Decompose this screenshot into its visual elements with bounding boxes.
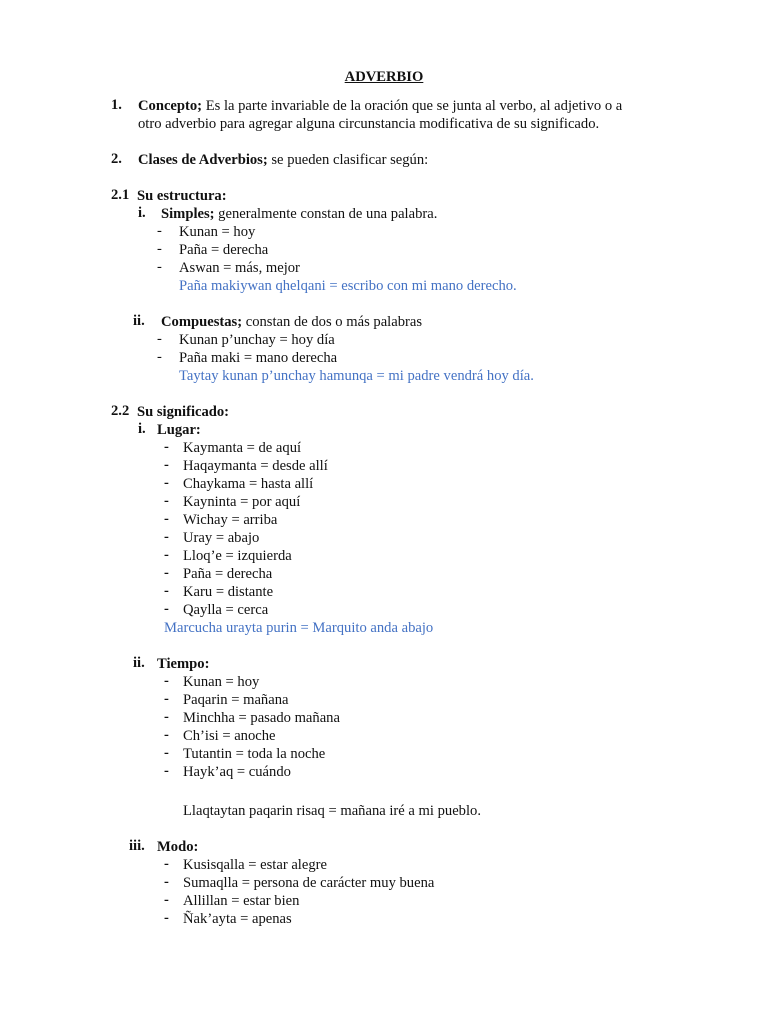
tiempo-item-dash: -	[164, 727, 169, 743]
compuestas-number: ii.	[133, 313, 145, 329]
simples-item: Kunan = hoy	[179, 224, 256, 240]
tiempo-item: Paqarin = mañana	[183, 692, 289, 708]
section-2-line	[138, 151, 428, 169]
simples-heading: Simples;	[161, 206, 215, 222]
compuestas-item-dash: -	[157, 331, 162, 347]
lugar-heading: Lugar:	[157, 422, 201, 438]
modo-item: Kusisqalla = estar alegre	[183, 857, 327, 873]
lugar-item-dash: -	[164, 601, 169, 617]
lugar-item: Kaymanta = de aquí	[183, 440, 302, 456]
tiempo-item-dash: -	[164, 763, 169, 779]
modo-number: iii.	[129, 838, 145, 854]
modo-item: Allillan = estar bien	[183, 893, 300, 909]
compuestas-example: Taytay kunan p’unchay hamunqa = mi padre vendrá hoy día.	[179, 368, 534, 384]
compuestas-line	[161, 313, 422, 331]
lugar-item: Lloq’e = izquierda	[183, 548, 292, 564]
compuestas-item: Paña maki = mano derecha	[179, 350, 338, 366]
modo-item: Ñak’ayta = apenas	[183, 911, 292, 927]
section-1-text-1: Es la parte invariable de la oración que se junta al verbo, al adjetivo o a	[202, 98, 623, 114]
lugar-item-dash: -	[164, 565, 169, 581]
lugar-number: i.	[138, 421, 146, 437]
tiempo-item-dash: -	[164, 745, 169, 761]
tiempo-item-dash: -	[164, 673, 169, 689]
simples-text: generalmente constan de una palabra.	[214, 206, 438, 222]
lugar-item: Chaykama = hasta allí	[183, 476, 314, 492]
tiempo-item-dash: -	[164, 709, 169, 725]
lugar-item: Haqaymanta = desde allí	[183, 458, 328, 474]
lugar-item-dash: -	[164, 457, 169, 473]
lugar-item: Uray = abajo	[183, 530, 260, 546]
compuestas-text: constan de dos o más palabras	[242, 314, 423, 330]
lugar-item: Wichay = arriba	[183, 512, 278, 528]
compuestas-heading: Compuestas;	[161, 314, 243, 330]
tiempo-item: Ch’isi = anoche	[183, 728, 276, 744]
simples-example: Paña makiywan qhelqani = escribo con mi mano derecho.	[179, 278, 517, 294]
modo-item-dash: -	[164, 874, 169, 890]
tiempo-item: Tutantin = toda la noche	[183, 746, 326, 762]
section-2-heading: Clases de Adverbios;	[138, 152, 268, 168]
lugar-item: Paña = derecha	[183, 566, 273, 582]
section-1-number: 1.	[111, 97, 122, 113]
tiempo-heading: Tiempo:	[157, 656, 210, 672]
simples-item: Aswan = más, mejor	[179, 260, 300, 276]
section-2-text: se pueden clasificar según:	[267, 152, 429, 168]
lugar-item-dash: -	[164, 475, 169, 491]
tiempo-number: ii.	[133, 655, 145, 671]
tiempo-item: Hayk’aq = cuándo	[183, 764, 291, 780]
tiempo-item-dash: -	[164, 691, 169, 707]
modo-item: Sumaqlla = persona de carácter muy buena	[183, 875, 435, 891]
simples-line	[161, 205, 437, 223]
modo-item-dash: -	[164, 892, 169, 908]
simples-number: i.	[138, 205, 146, 221]
lugar-item-dash: -	[164, 529, 169, 545]
modo-item-dash: -	[164, 856, 169, 872]
section-2-number: 2.	[111, 151, 122, 167]
section-1-heading: Concepto;	[138, 98, 203, 114]
section-2-1-number: 2.1	[111, 187, 130, 203]
lugar-item-dash: -	[164, 493, 169, 509]
section-1-line-1	[138, 97, 622, 115]
modo-heading: Modo:	[157, 839, 199, 855]
section-2-1-heading: Su estructura:	[137, 188, 227, 204]
simples-item-dash: -	[157, 259, 162, 275]
section-2-2-heading: Su significado:	[137, 404, 230, 420]
modo-item-dash: -	[164, 910, 169, 926]
compuestas-item: Kunan p’unchay = hoy día	[179, 332, 335, 348]
lugar-item-dash: -	[164, 547, 169, 563]
lugar-item: Kayninta = por aquí	[183, 494, 301, 510]
lugar-item-dash: -	[164, 583, 169, 599]
simples-item: Paña = derecha	[179, 242, 269, 258]
tiempo-item: Kunan = hoy	[183, 674, 260, 690]
tiempo-item: Minchha = pasado mañana	[183, 710, 340, 726]
simples-item-dash: -	[157, 223, 162, 239]
page-title: ADVERBIO	[344, 69, 424, 85]
simples-item-dash: -	[157, 241, 162, 257]
lugar-item: Karu = distante	[183, 584, 274, 600]
tiempo-example: Llaqtaytan paqarin risaq = mañana iré a mi pueblo.	[183, 803, 481, 819]
lugar-item: Qaylla = cerca	[183, 602, 269, 618]
section-2-2-number: 2.2	[111, 403, 130, 419]
lugar-example: Marcucha urayta purin = Marquito anda abajo	[164, 620, 434, 636]
lugar-item-dash: -	[164, 439, 169, 455]
lugar-item-dash: -	[164, 511, 169, 527]
compuestas-item-dash: -	[157, 349, 162, 365]
section-1-text-2: otro adverbio para agregar alguna circunstancia modificativa de su significado.	[138, 116, 600, 132]
